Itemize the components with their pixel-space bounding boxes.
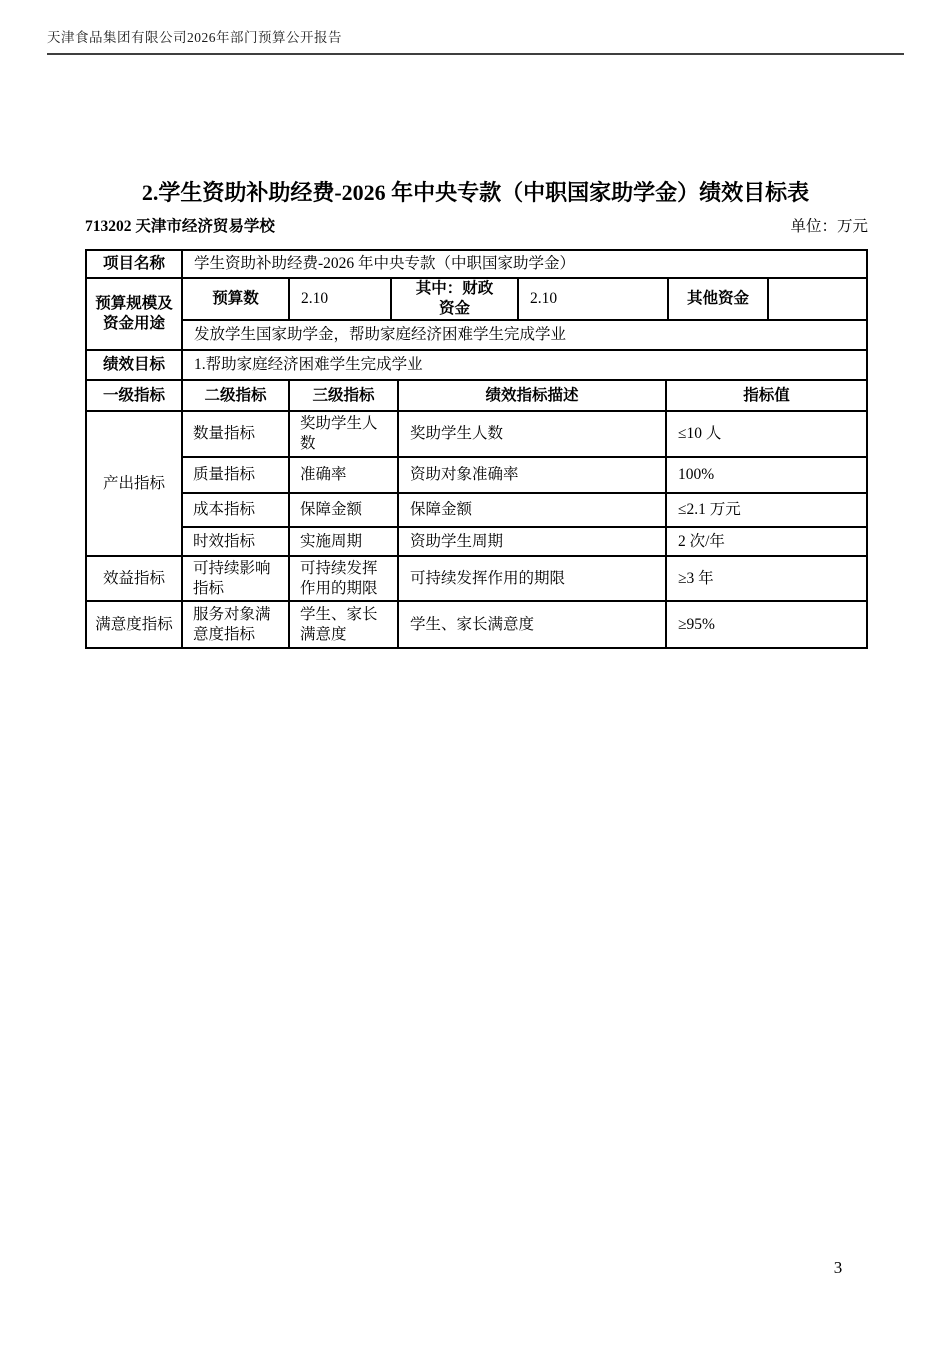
level1-benefit-cell: 效益指标 (87, 557, 183, 602)
budget-section (87, 279, 866, 351)
budget-section-label: 预算规模及资金用途 (95, 295, 173, 332)
indicator-value-cell: 100% (667, 458, 866, 494)
indicator-level2-cell: 可持续影响指标 (183, 557, 290, 602)
indicator-description-cell: 可持续发挥作用的期限 (399, 557, 667, 602)
level1-satisfaction-cell: 满意度指标 (87, 602, 183, 647)
performance-goal-value-cell: 1.帮助家庭经济困难学生完成学业 (183, 351, 866, 381)
indicator-value-cell: ≥95% (678, 615, 715, 633)
column-header-value: 指标值 (667, 381, 866, 412)
budget-section-label-cell (87, 279, 183, 351)
column-header-level3: 三级指标 (290, 381, 399, 412)
indicator-level3-cell: 保障金额 (290, 494, 399, 528)
indicator-level3-cell: 可持续发挥作用的期限 (290, 557, 399, 602)
fiscal-funds-value-cell: 2.10 (519, 279, 669, 321)
indicator-value-cell: ≤10 人 (667, 412, 866, 458)
indicator-header-row (87, 381, 866, 412)
org-code-name: 713202 天津市经济贸易学校 (85, 218, 275, 235)
indicator-value-cell: ≥3 年 (667, 557, 866, 602)
project-name-label-cell: 项目名称 (87, 251, 183, 279)
column-header-level2: 二级指标 (183, 381, 290, 412)
indicator-description-cell: 学生、家长满意度 (399, 602, 667, 647)
performance-target-table (85, 249, 868, 649)
indicator-level2-cell: 时效指标 (183, 528, 290, 557)
fund-usage-cell: 发放学生国家助学金，帮助家庭经济困难学生完成学业 (183, 321, 866, 351)
indicator-level3-cell: 奖助学生人数 (290, 412, 399, 458)
indicator-level3-cell: 准确率 (290, 458, 399, 494)
indicator-value-cell: ≤2.1 万元 (667, 494, 866, 528)
performance-goal-row (87, 351, 866, 381)
performance-goal-label-cell: 绩效目标 (87, 351, 183, 381)
fiscal-funds-label-cell (392, 279, 519, 321)
fiscal-funds-label: 其中：财政资金 (415, 280, 494, 317)
document-header-text: 天津食品集团有限公司2026年部门预算公开报告 (47, 30, 342, 45)
indicator-description-cell: 资助学生周期 (399, 528, 667, 557)
project-name-row (87, 251, 866, 279)
indicator-level3-cell: 实施周期 (290, 528, 399, 557)
column-header-level1: 一级指标 (87, 381, 183, 412)
project-name-value-cell: 学生资助补助经费-2026 年中央专款（中职国家助学金） (183, 251, 866, 279)
page-number: 3 (833, 1258, 843, 1277)
indicator-value-cell: 2 次/年 (667, 528, 866, 557)
level1-output-cell: 产出指标 (87, 412, 183, 557)
indicator-level2-cell: 服务对象满意度指标 (183, 602, 290, 647)
indicator-body (87, 412, 866, 647)
indicator-level3-cell: 学生、家长满意度 (290, 602, 399, 647)
page-title: 2.学生资助补助经费-2026 年中央专款（中职国家助学金）绩效目标表 (141, 180, 810, 205)
budget-number-value-cell: 2.10 (290, 279, 392, 321)
indicator-description-cell: 奖助学生人数 (399, 412, 667, 458)
indicator-description-cell: 保障金额 (399, 494, 667, 528)
header-divider-line (47, 53, 904, 55)
other-funds-value-cell (769, 279, 866, 321)
column-header-description: 绩效指标描述 (399, 381, 667, 412)
table-subheader (85, 214, 868, 236)
indicator-level2-cell: 成本指标 (183, 494, 290, 528)
budget-number-label-cell: 预算数 (183, 279, 290, 321)
other-funds-label-cell: 其他资金 (669, 279, 769, 321)
indicator-level2-cell: 质量指标 (183, 458, 290, 494)
indicator-level2-cell: 数量指标 (183, 412, 290, 458)
indicator-description-cell: 资助对象准确率 (399, 458, 667, 494)
unit-label: 单位：万元 (790, 218, 868, 235)
